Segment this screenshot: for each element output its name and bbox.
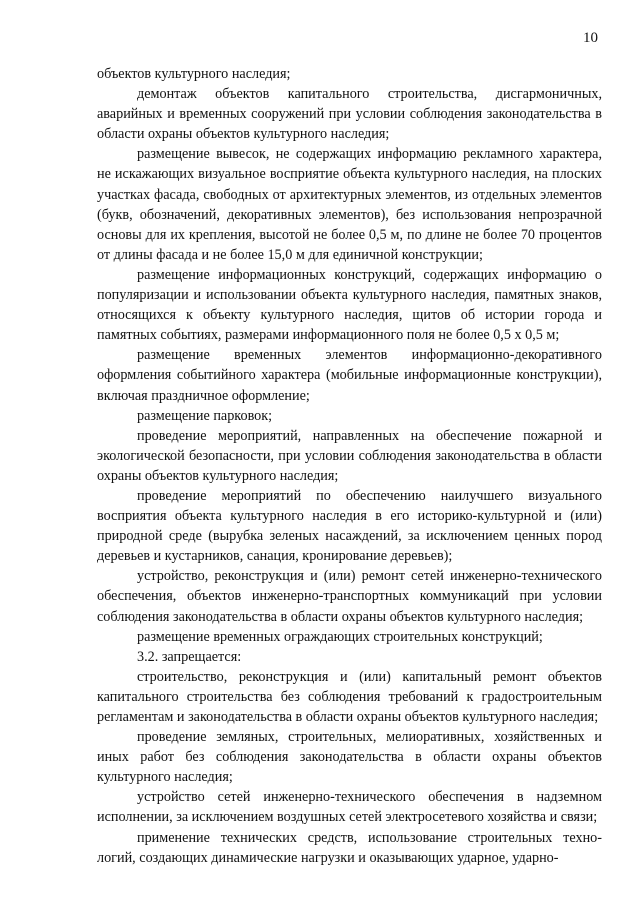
paragraph: устройство, реконструкция и (или) ремонт сетей инженерно-технического обеспечения, объектов инженерно-транспортных коммуникаций при условии соблюдения законодательства в области охраны объектов культурного наследия; [97,568,602,625]
page-number: 10 [583,30,598,46]
body-text [97,64,602,868]
paragraph: проведение мероприятий, направленных на обеспечение пожарной и экологической безопасности, при условии соблюдения законодательства в области охраны объектов культурного наследия; [97,427,602,484]
paragraph: размещение временных ограждающих строительных конструкций; [137,628,543,645]
paragraph-continuation: объектов культурного наследия; [97,66,291,82]
paragraph: размещение информационных конструкций, содержащих информацию о популяризации и использовании объекта культурного наследия, памятных знаков, относящихся к объекту культурного наследия, щитов об истории города и памятных событиях, размерами информационного поля не более 0,5 х 0,5 м; [97,266,602,344]
section-heading: 3.2. запрещается: [137,648,242,665]
paragraph: демонтаж объектов капитального строительства, дисгармоничных, аварийных и временных сооружений при условии соблюдения законодательства в области охраны объектов культурного наследия; [97,86,602,143]
paragraph: размещение парковок; [137,407,273,424]
paragraph: проведение мероприятий по обеспечению наилучшего визуального восприятия объекта культурного наследия в его историко-культурной и (или) природной среде (вырубка зеленых насаждений, за исключением ценных пород деревьев и кустарников, санация, кронирование деревьев); [97,487,602,565]
paragraph: строительство, реконструкция и (или) капитальный ремонт объектов капитального строительства без соблюдения требований к градостроительным регламентам и законодательства в области охраны объектов культурного наследия; [97,668,602,725]
paragraph: размещение вывесок, не содержащих информацию рекламного характера, не искажающих визуальное восприятие объекта культурного наследия, на плоских участках фасада, свободных от архитектурных элементов, из отдельных элементов (букв, обозначений, декоративных элементов), без использования непрозрачной основы для их крепления, высотой не более 0,5 м, по длине не более 70 процентов от длины фасада и не более 15,0 м для единичной конструкции; [97,146,602,263]
paragraph: применение технических средств, использование строительных техно-логий, создающих динамические нагрузки и оказывающих ударное, ударно- [97,829,602,866]
paragraph: устройство сетей инженерно-технического обеспечения в надземном исполнении, за исключением воздушных сетей электросетевого хозяйства и связи; [97,789,602,826]
paragraph: проведение земляных, строительных, мелиоративных, хозяйственных и иных работ без соблюдения законодательства в области охраны объектов культурного наследия; [97,729,602,786]
paragraph: размещение временных элементов информационно-декоративного оформления событийного характера (мобильные информационные конструкции), включая праздничное оформление; [97,347,602,404]
